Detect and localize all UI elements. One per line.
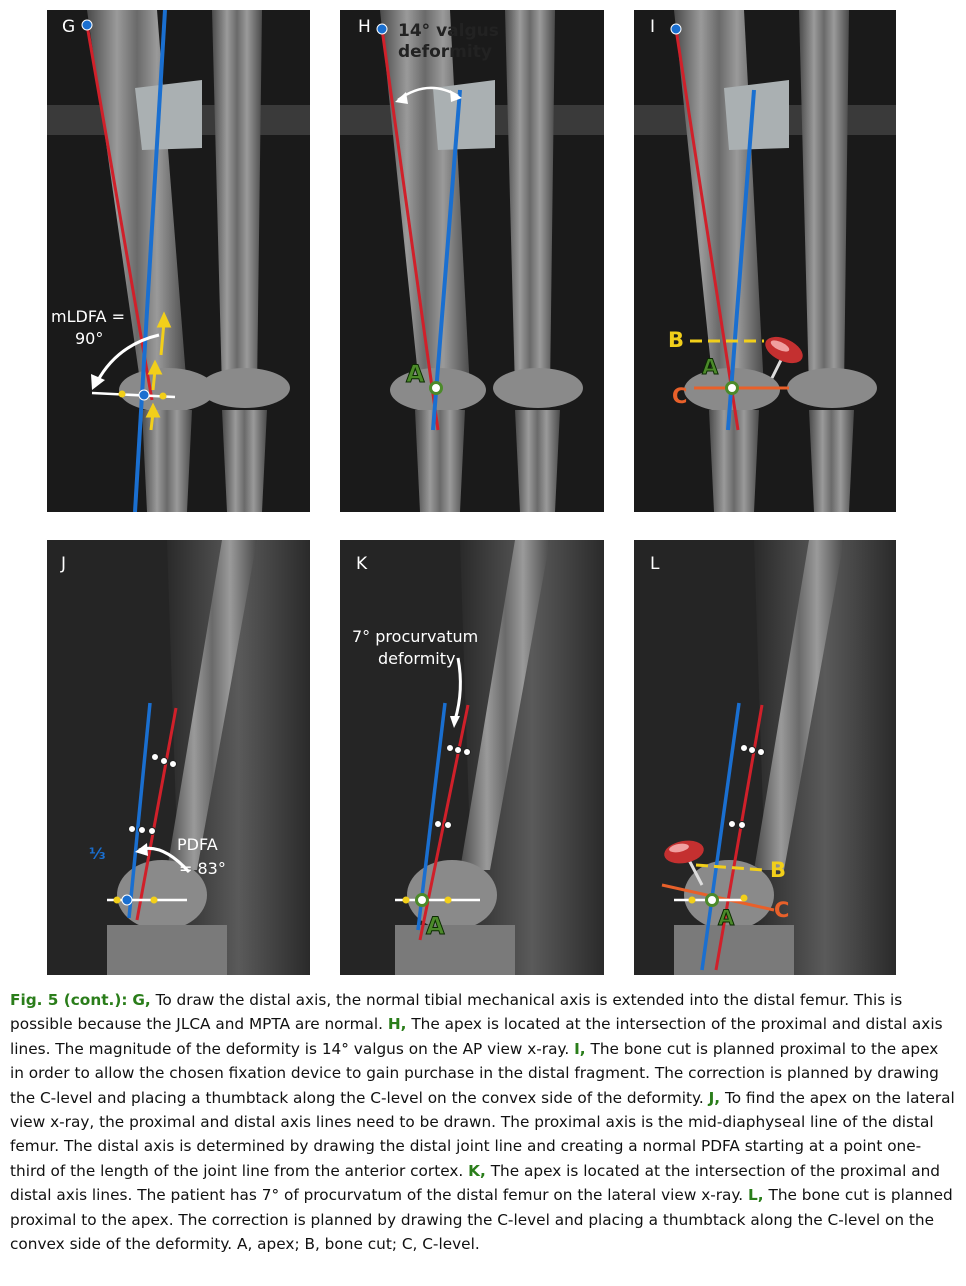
figure-caption bbox=[10, 988, 956, 1256]
xray-h bbox=[340, 10, 604, 512]
caption-text-i: The bone cut is planned proximal to the apex in order to allow the chosen fixation device to gain purchase in the distal fragment. The correction is planned by drawing the C-level and placing a thumbtack along the C-level on the convex side of the deformity. bbox=[10, 1039, 939, 1107]
panel-j bbox=[47, 540, 310, 975]
c-level-label: C bbox=[774, 898, 790, 922]
xray-j bbox=[47, 540, 310, 975]
caption-key-l: L, bbox=[748, 1186, 764, 1205]
xray-k bbox=[340, 540, 604, 975]
bone-cut-label: B bbox=[668, 328, 685, 352]
caption-key-i: I, bbox=[574, 1039, 586, 1058]
apex-point bbox=[727, 383, 738, 394]
joint-point bbox=[160, 393, 167, 400]
deformity-label-line2: deformity bbox=[378, 649, 456, 668]
panel-h bbox=[340, 10, 604, 512]
caption-key-g: G, bbox=[132, 991, 151, 1009]
pdfa-label: PDFA bbox=[177, 835, 218, 854]
one-third-point bbox=[122, 895, 132, 905]
deformity-label-line1: 14° valgus bbox=[398, 21, 499, 41]
thumbtack bbox=[761, 332, 807, 378]
apex-label: A bbox=[426, 912, 445, 940]
one-third-label: ⅓ bbox=[89, 844, 106, 863]
panel-letter: L bbox=[650, 554, 660, 574]
panel-letter: J bbox=[61, 554, 67, 574]
apex-point bbox=[417, 895, 428, 906]
apex-label: A bbox=[406, 360, 425, 388]
caption-text-l: The bone cut is planned proximal to the apex. The correction is planned by drawing the C-level and placing a thumbtack along the C-level on the convex side of the deformity. A, apex; B, bone cut; C, C-level. bbox=[10, 1186, 953, 1254]
apex-label: A bbox=[718, 906, 735, 930]
panel-letter: G bbox=[62, 17, 76, 37]
bone-cut-label: B bbox=[770, 858, 787, 882]
wedge-marker bbox=[724, 80, 789, 150]
figure-label: Fig. 5 (cont.): bbox=[10, 991, 128, 1009]
hip-center-point bbox=[377, 24, 387, 34]
joint-point bbox=[119, 391, 126, 398]
caption-text-h: The apex is located at the intersection of the proximal and distal axis lines. The magnitude of the deformity is 14° valgus on the AP view x-ray. bbox=[10, 1015, 943, 1058]
xray-l bbox=[634, 540, 896, 975]
panel-letter: I bbox=[650, 17, 656, 37]
panel-l bbox=[634, 540, 896, 975]
panel-g bbox=[47, 10, 310, 512]
joint-center-point bbox=[139, 390, 149, 400]
deformity-label-line1: 7° procurvatum bbox=[352, 627, 479, 646]
caption-text-j: To find the apex on the lateral view x-ray, the proximal and distal axis lines need to be drawn. The proximal axis is the mid-diaphyseal line of the distal femur. The distal axis is determined by drawing the distal joint line and creating a normal PDFA starting at a point one-third of the length of the joint line from the anterior cortex. bbox=[10, 1088, 955, 1180]
panel-letter: H bbox=[358, 17, 371, 37]
panel-i bbox=[634, 10, 896, 512]
xray-g bbox=[47, 10, 310, 512]
apex-point bbox=[707, 895, 718, 906]
apex-point bbox=[431, 383, 442, 394]
caption-key-h: H, bbox=[387, 1015, 407, 1034]
xray-i bbox=[634, 10, 896, 512]
caption-key-k: K, bbox=[468, 1161, 486, 1180]
hip-center-point bbox=[82, 20, 92, 30]
c-level-label: C bbox=[672, 384, 688, 408]
caption-key-j: J, bbox=[708, 1088, 721, 1107]
caption-text-g: To draw the distal axis, the normal tibial mechanical axis is extended into the distal femur. This is possible because the JLCA and MPTA are normal. bbox=[10, 991, 903, 1034]
panel-letter: K bbox=[356, 554, 368, 574]
hip-center-point bbox=[671, 24, 681, 34]
wedge-marker bbox=[135, 80, 202, 150]
pdfa-value: = 83° bbox=[179, 859, 226, 878]
mldfa-value: 90° bbox=[75, 329, 104, 348]
panel-k bbox=[340, 540, 604, 975]
mldfa-label: mLDFA = bbox=[51, 307, 125, 326]
caption-text-k: The apex is located at the intersection of the proximal and distal axis lines. The patient has 7° of procurvatum of the distal femur on the lateral view x-ray. bbox=[10, 1161, 940, 1205]
apex-label: A bbox=[702, 355, 719, 379]
deformity-label-line2: deformity bbox=[398, 42, 492, 62]
